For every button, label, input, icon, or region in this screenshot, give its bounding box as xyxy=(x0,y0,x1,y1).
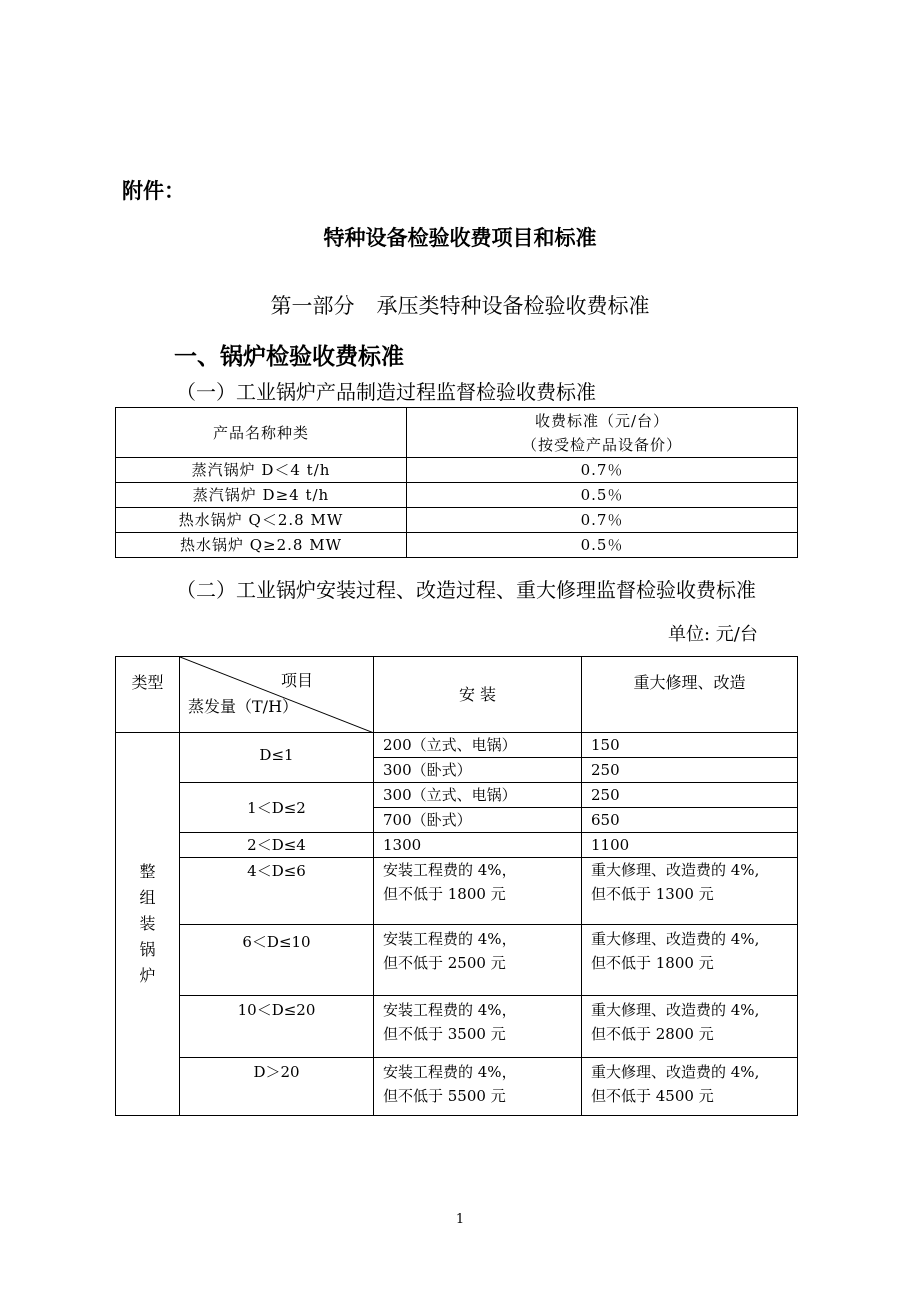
header-repair: 重大修理、改造 xyxy=(582,657,798,733)
install-fee-line: 安装工程费的 4%， xyxy=(383,1063,517,1081)
group-label-line: 炉 xyxy=(139,966,156,985)
header-diagonal-cell xyxy=(180,657,374,733)
installation-fee-table xyxy=(115,656,798,1116)
table2-caption: （二）工业锅炉安装过程、改造过程、重大修理监督检验收费标准 xyxy=(176,578,756,602)
repair-fee: 250 xyxy=(582,783,798,808)
install-fee xyxy=(374,925,582,996)
repair-fee-line: 但不低于 1800 元 xyxy=(591,954,714,972)
table-row xyxy=(116,783,798,808)
table-row xyxy=(116,833,798,858)
install-fee-line: 但不低于 1800 元 xyxy=(383,885,506,903)
product-name: 蒸汽锅炉 D＜4 t/h xyxy=(116,458,407,483)
product-name: 热水锅炉 Q＜2.8 MW xyxy=(116,508,407,533)
product-name: 热水锅炉 Q≥2.8 MW xyxy=(116,533,407,558)
table-row xyxy=(116,858,798,925)
group-type-cell xyxy=(116,733,180,1116)
fee-value: 0.7％ xyxy=(407,508,798,533)
repair-fee: 1100 xyxy=(582,833,798,858)
section-title: 一、锅炉检验收费标准 xyxy=(174,344,404,370)
install-fee-line: 但不低于 2500 元 xyxy=(383,954,506,972)
repair-fee-line: 重大修理、改造费的 4%, xyxy=(591,861,760,879)
product-name: 蒸汽锅炉 D≥4 t/h xyxy=(116,483,407,508)
header-item: 项目 xyxy=(280,671,313,690)
table1-caption: （一）工业锅炉产品制造过程监督检验收费标准 xyxy=(176,380,596,404)
repair-fee-line: 但不低于 1300 元 xyxy=(591,885,714,903)
table-header-row xyxy=(116,408,798,458)
range-cell: D≤1 xyxy=(180,733,374,783)
install-fee-line: 安装工程费的 4%， xyxy=(383,1001,517,1019)
header-fee-line1: 收费标准（元/台） xyxy=(534,411,670,430)
header-type: 类型 xyxy=(116,657,180,733)
repair-fee: 250 xyxy=(582,758,798,783)
table-row xyxy=(116,533,798,558)
install-fee xyxy=(374,858,582,925)
unit-label: 单位: 元/台 xyxy=(668,624,758,645)
part-label: 第一部分 xyxy=(270,294,355,318)
range-cell: 10＜D≤20 xyxy=(180,996,374,1058)
install-fee: 300（立式、电锅） xyxy=(374,783,582,808)
range-cell: D＞20 xyxy=(180,1058,374,1116)
table-row xyxy=(116,733,798,758)
range-cell: 1＜D≤2 xyxy=(180,783,374,833)
install-fee xyxy=(374,1058,582,1116)
repair-fee xyxy=(582,858,798,925)
repair-fee-line: 但不低于 4500 元 xyxy=(591,1087,714,1105)
group-label-line: 装锅 xyxy=(139,914,156,959)
page-number: 1 xyxy=(455,1212,465,1227)
fee-value: 0.5％ xyxy=(407,483,798,508)
range-cell: 2＜D≤4 xyxy=(180,833,374,858)
header-fee xyxy=(407,408,798,458)
repair-fee xyxy=(582,925,798,996)
diagonal-line xyxy=(180,657,374,733)
install-fee-line: 安装工程费的 4%， xyxy=(383,861,517,879)
table-row xyxy=(116,508,798,533)
repair-fee-line: 重大修理、改造费的 4%, xyxy=(591,1001,760,1019)
document-title: 特种设备检验收费项目和标准 xyxy=(323,226,597,250)
group-label-line: 整组 xyxy=(139,862,156,907)
repair-fee xyxy=(582,996,798,1058)
repair-fee: 650 xyxy=(582,808,798,833)
range-cell: 4＜D≤6 xyxy=(180,858,374,925)
repair-fee-line: 但不低于 2800 元 xyxy=(591,1025,714,1043)
install-fee xyxy=(374,996,582,1058)
install-fee-line: 但不低于 5500 元 xyxy=(383,1087,506,1105)
repair-fee-line: 重大修理、改造费的 4%, xyxy=(591,930,760,948)
attachment-label: 附件： xyxy=(122,179,185,203)
table-row xyxy=(116,996,798,1058)
part-name: 承压类特种设备检验收费标准 xyxy=(376,294,650,318)
repair-fee-line: 重大修理、改造费的 4%, xyxy=(591,1063,760,1081)
table-header-row xyxy=(116,657,798,733)
install-fee: 200（立式、电锅） xyxy=(374,733,582,758)
header-install: 安 装 xyxy=(374,657,582,733)
header-evaporation: 蒸发量（T/H） xyxy=(188,697,299,716)
header-product: 产品名称种类 xyxy=(116,408,407,458)
table-row xyxy=(116,925,798,996)
repair-fee xyxy=(582,1058,798,1116)
install-fee-line: 但不低于 3500 元 xyxy=(383,1025,506,1043)
header-fee-line2: （按受检产品设备价） xyxy=(521,435,682,454)
repair-fee: 150 xyxy=(582,733,798,758)
install-fee: 700（卧式） xyxy=(374,808,582,833)
group-type-label xyxy=(138,859,157,989)
part-heading xyxy=(0,290,920,320)
range-cell: 6＜D≤10 xyxy=(180,925,374,996)
manufacturing-fee-table xyxy=(115,407,798,558)
install-fee: 300（卧式） xyxy=(374,758,582,783)
install-fee-line: 安装工程费的 4%， xyxy=(383,930,517,948)
table-row xyxy=(116,483,798,508)
install-fee: 1300 xyxy=(374,833,582,858)
table-row xyxy=(116,458,798,483)
table-row xyxy=(116,1058,798,1116)
fee-value: 0.5％ xyxy=(407,533,798,558)
fee-value: 0.7％ xyxy=(407,458,798,483)
